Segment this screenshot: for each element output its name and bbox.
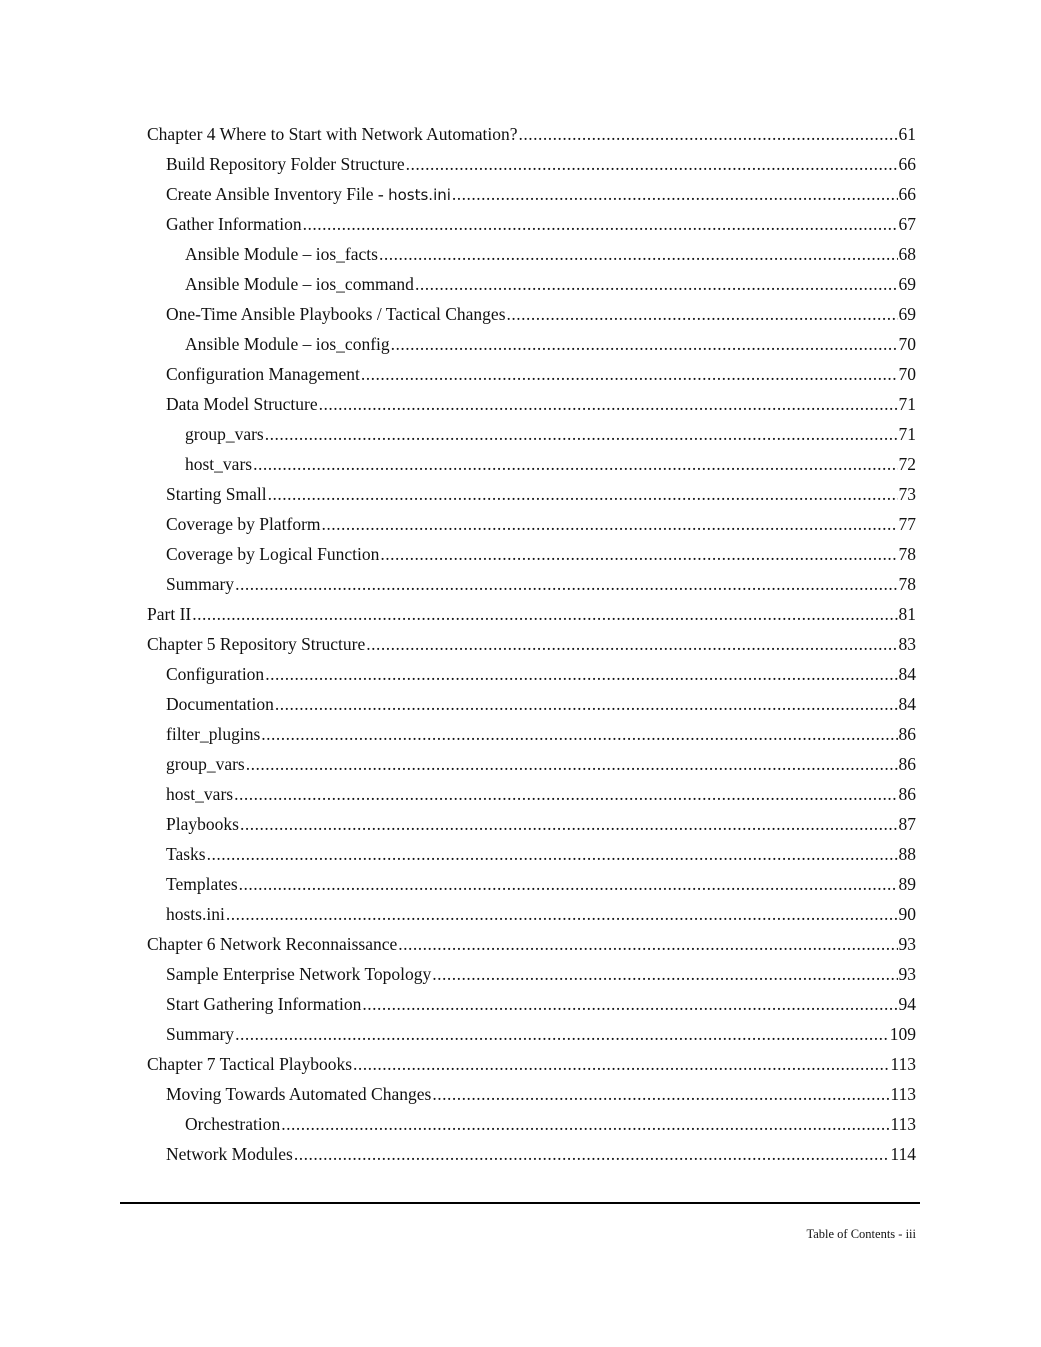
toc-entry-title — [147, 1049, 352, 1079]
toc-entry[interactable] — [147, 269, 916, 299]
toc-entry-page-number: 61 — [898, 124, 916, 144]
toc-entry[interactable] — [147, 449, 916, 479]
toc-entry-page-number: 70 — [898, 334, 916, 354]
dot-leader — [398, 929, 897, 959]
toc-entry[interactable] — [147, 119, 916, 149]
dot-leader — [366, 629, 897, 659]
toc-entry-page-number: 86 — [898, 724, 916, 744]
toc-entry-title — [166, 689, 274, 719]
dot-leader — [361, 359, 898, 389]
toc-entry[interactable] — [147, 629, 916, 659]
dot-leader — [303, 209, 898, 239]
toc-entry-title-text: Chapter 5 Repository Structure — [147, 634, 366, 654]
dot-leader — [207, 839, 898, 869]
toc-entry-title-text: Configuration Management — [166, 364, 360, 384]
toc-entry-title — [166, 1019, 234, 1049]
toc-entry-title-text: Templates — [166, 874, 238, 894]
toc-entry-title — [166, 959, 431, 989]
dot-leader — [322, 509, 898, 539]
toc-entry[interactable] — [147, 209, 916, 239]
toc-entry-title-text: Configuration — [166, 664, 265, 684]
toc-entry-title-text: Orchestration — [185, 1114, 281, 1134]
toc-entry-page-number: 66 — [898, 154, 916, 174]
toc-entry[interactable] — [147, 1139, 916, 1169]
dot-leader — [519, 119, 898, 149]
toc-entry-title — [166, 479, 267, 509]
table-of-contents — [147, 119, 916, 1169]
toc-entry-title-text: host_vars — [166, 784, 234, 804]
toc-entry-title-text: Sample Enterprise Network Topology — [166, 964, 432, 984]
toc-entry-page-number: 114 — [890, 1144, 916, 1164]
toc-entry-title-text: Documentation — [166, 694, 274, 714]
dot-leader — [265, 659, 897, 689]
toc-entry-page-number: 90 — [898, 904, 916, 924]
toc-entry-title-text: Coverage by Logical Function — [166, 544, 380, 564]
toc-entry-page-number: 86 — [898, 784, 916, 804]
toc-entry-page-number: 93 — [898, 964, 916, 984]
toc-entry-page-number: 69 — [898, 304, 916, 324]
dot-leader — [415, 269, 898, 299]
dot-leader — [362, 989, 897, 1019]
dot-leader — [226, 899, 898, 929]
toc-entry-title — [166, 569, 234, 599]
toc-entry-title-text: Chapter 7 Tactical Playbooks — [147, 1054, 353, 1074]
toc-entry[interactable] — [147, 719, 916, 749]
toc-entry-title — [166, 839, 206, 869]
toc-entry-title — [166, 1079, 431, 1109]
toc-entry[interactable] — [147, 899, 916, 929]
toc-entry[interactable] — [147, 929, 916, 959]
toc-entry-title — [185, 239, 378, 269]
toc-entry-title — [185, 1109, 280, 1139]
toc-entry[interactable] — [147, 389, 916, 419]
toc-entry-title — [166, 779, 233, 809]
toc-entry-title — [185, 449, 252, 479]
dot-leader — [239, 869, 898, 899]
toc-entry-title-text: Part II — [147, 604, 192, 624]
toc-entry-title — [185, 269, 414, 299]
toc-entry-page-number: 93 — [898, 934, 916, 954]
toc-entry-title — [166, 809, 239, 839]
toc-entry-title-text: Chapter 6 Network Reconnaissance — [147, 934, 398, 954]
toc-entry-title — [166, 359, 360, 389]
toc-entry-title-text: host_vars — [185, 454, 253, 474]
toc-entry-title-text: Playbooks — [166, 814, 239, 834]
toc-entry-page-number: 89 — [898, 874, 916, 894]
toc-entry[interactable] — [147, 989, 916, 1019]
toc-entry-title — [166, 509, 321, 539]
toc-entry-title — [166, 749, 245, 779]
dot-leader — [192, 599, 897, 629]
toc-entry-title — [147, 629, 365, 659]
toc-entry-title-text: Gather Information — [166, 214, 302, 234]
toc-entry-title-text: Moving Towards Automated Changes — [166, 1084, 432, 1104]
toc-entry-page-number: 84 — [898, 694, 916, 714]
toc-entry-title-text: group_vars — [166, 754, 245, 774]
toc-entry-page-number: 66 — [898, 184, 916, 204]
dot-leader — [391, 329, 898, 359]
toc-entry[interactable] — [147, 419, 916, 449]
toc-entry-page-number: 72 — [898, 454, 916, 474]
toc-entry[interactable] — [147, 1049, 916, 1079]
dot-leader — [235, 569, 897, 599]
toc-entry-page-number: 78 — [898, 544, 916, 564]
toc-entry-title-text: hosts.ini — [166, 904, 225, 924]
dot-leader — [240, 809, 898, 839]
toc-entry-title-text: group_vars — [185, 424, 264, 444]
toc-entry-page-number: 94 — [898, 994, 916, 1014]
toc-entry-title — [147, 929, 397, 959]
toc-entry[interactable] — [147, 749, 916, 779]
toc-entry-page-number: 78 — [898, 574, 916, 594]
toc-entry-title — [185, 329, 390, 359]
toc-entry-title — [166, 659, 264, 689]
dot-leader — [452, 179, 898, 209]
toc-entry[interactable] — [147, 869, 916, 899]
toc-entry-page-number: 73 — [898, 484, 916, 504]
toc-entry-page-number: 67 — [898, 214, 916, 234]
toc-entry-filename: hosts.ini — [388, 186, 451, 204]
toc-entry-title-text: Data Model Structure — [166, 394, 318, 414]
toc-entry-page-number: 113 — [890, 1084, 916, 1104]
toc-entry-page-number: 83 — [898, 634, 916, 654]
toc-entry-page-number: 86 — [898, 754, 916, 774]
toc-entry-title — [166, 149, 405, 179]
toc-entry-title — [147, 119, 518, 149]
toc-entry-title — [166, 389, 318, 419]
dot-leader — [380, 539, 897, 569]
dot-leader — [253, 449, 897, 479]
toc-entry-page-number: 77 — [898, 514, 916, 534]
toc-entry[interactable] — [147, 1109, 916, 1139]
toc-entry-title — [166, 719, 260, 749]
toc-entry-title — [166, 1139, 293, 1169]
toc-entry-title-text: Summary — [166, 574, 235, 594]
toc-entry-title-text: Ansible Module – ios_facts — [185, 244, 378, 264]
toc-entry-title — [166, 869, 238, 899]
toc-entry-title — [166, 539, 379, 569]
toc-entry-title-text: Network Modules — [166, 1144, 293, 1164]
toc-entry-title-text: One-Time Ansible Playbooks / Tactical Changes — [166, 304, 506, 324]
toc-entry-title-text: Coverage by Platform — [166, 514, 321, 534]
toc-entry-title — [166, 179, 451, 210]
toc-entry-title-text: Start Gathering Information — [166, 994, 362, 1014]
toc-entry[interactable] — [147, 539, 916, 569]
toc-entry-title-text: Chapter 4 Where to Start with Network Automation? — [147, 124, 518, 144]
toc-entry-title — [166, 299, 506, 329]
dot-leader — [507, 299, 898, 329]
toc-entry-title-text: Build Repository Folder Structure — [166, 154, 405, 174]
dot-leader — [432, 1079, 889, 1109]
toc-entry-page-number: 69 — [898, 274, 916, 294]
dot-leader — [234, 779, 897, 809]
toc-entry-page-number: 113 — [890, 1114, 916, 1134]
toc-entry[interactable] — [147, 809, 916, 839]
toc-entry-title — [147, 599, 191, 629]
toc-entry[interactable] — [147, 959, 916, 989]
toc-entry-page-number: 70 — [898, 364, 916, 384]
toc-entry[interactable] — [147, 179, 916, 209]
toc-entry-title — [166, 209, 302, 239]
toc-entry-title — [166, 899, 225, 929]
toc-entry[interactable] — [147, 359, 916, 389]
dot-leader — [379, 239, 898, 269]
dot-leader — [294, 1139, 890, 1169]
toc-entry[interactable] — [147, 509, 916, 539]
toc-entry[interactable] — [147, 839, 916, 869]
dot-leader — [235, 1019, 889, 1049]
toc-entry-page-number: 71 — [898, 424, 916, 444]
toc-entry[interactable] — [147, 149, 916, 179]
toc-entry[interactable] — [147, 1079, 916, 1109]
dot-leader — [432, 959, 897, 989]
toc-entry-title-text: Create Ansible Inventory File - — [166, 184, 389, 204]
footer-divider — [120, 1202, 920, 1204]
toc-entry-page-number: 113 — [890, 1054, 916, 1074]
toc-entry-title-text: filter_plugins — [166, 724, 261, 744]
toc-entry[interactable] — [147, 239, 916, 269]
toc-entry[interactable] — [147, 329, 916, 359]
toc-entry[interactable] — [147, 689, 916, 719]
toc-entry-page-number: 109 — [889, 1024, 916, 1044]
toc-entry-title-text: Tasks — [166, 844, 206, 864]
dot-leader — [268, 479, 898, 509]
toc-entry-title — [166, 989, 361, 1019]
toc-entry-title-text: Ansible Module – ios_command — [185, 274, 414, 294]
toc-entry-page-number: 88 — [898, 844, 916, 864]
toc-entry-title-text: Summary — [166, 1024, 235, 1044]
toc-entry[interactable] — [147, 659, 916, 689]
dot-leader — [275, 689, 898, 719]
toc-entry[interactable] — [147, 299, 916, 329]
dot-leader — [406, 149, 898, 179]
toc-entry[interactable] — [147, 599, 916, 629]
dot-leader — [246, 749, 898, 779]
toc-entry-title — [185, 419, 264, 449]
dot-leader — [319, 389, 898, 419]
toc-entry[interactable] — [147, 779, 916, 809]
dot-leader — [281, 1109, 889, 1139]
toc-entry-page-number: 68 — [898, 244, 916, 264]
toc-entry[interactable] — [147, 569, 916, 599]
toc-entry-title-text: Starting Small — [166, 484, 267, 504]
dot-leader — [353, 1049, 889, 1079]
toc-entry[interactable] — [147, 1019, 916, 1049]
page-footer: Table of Contents - iii — [806, 1227, 916, 1241]
toc-entry-page-number: 87 — [898, 814, 916, 834]
toc-entry-page-number: 84 — [898, 664, 916, 684]
dot-leader — [261, 719, 897, 749]
toc-entry[interactable] — [147, 479, 916, 509]
toc-entry-title-text: Ansible Module – ios_config — [185, 334, 390, 354]
toc-entry-page-number: 71 — [898, 394, 916, 414]
toc-entry-page-number: 81 — [898, 604, 916, 624]
dot-leader — [265, 419, 898, 449]
